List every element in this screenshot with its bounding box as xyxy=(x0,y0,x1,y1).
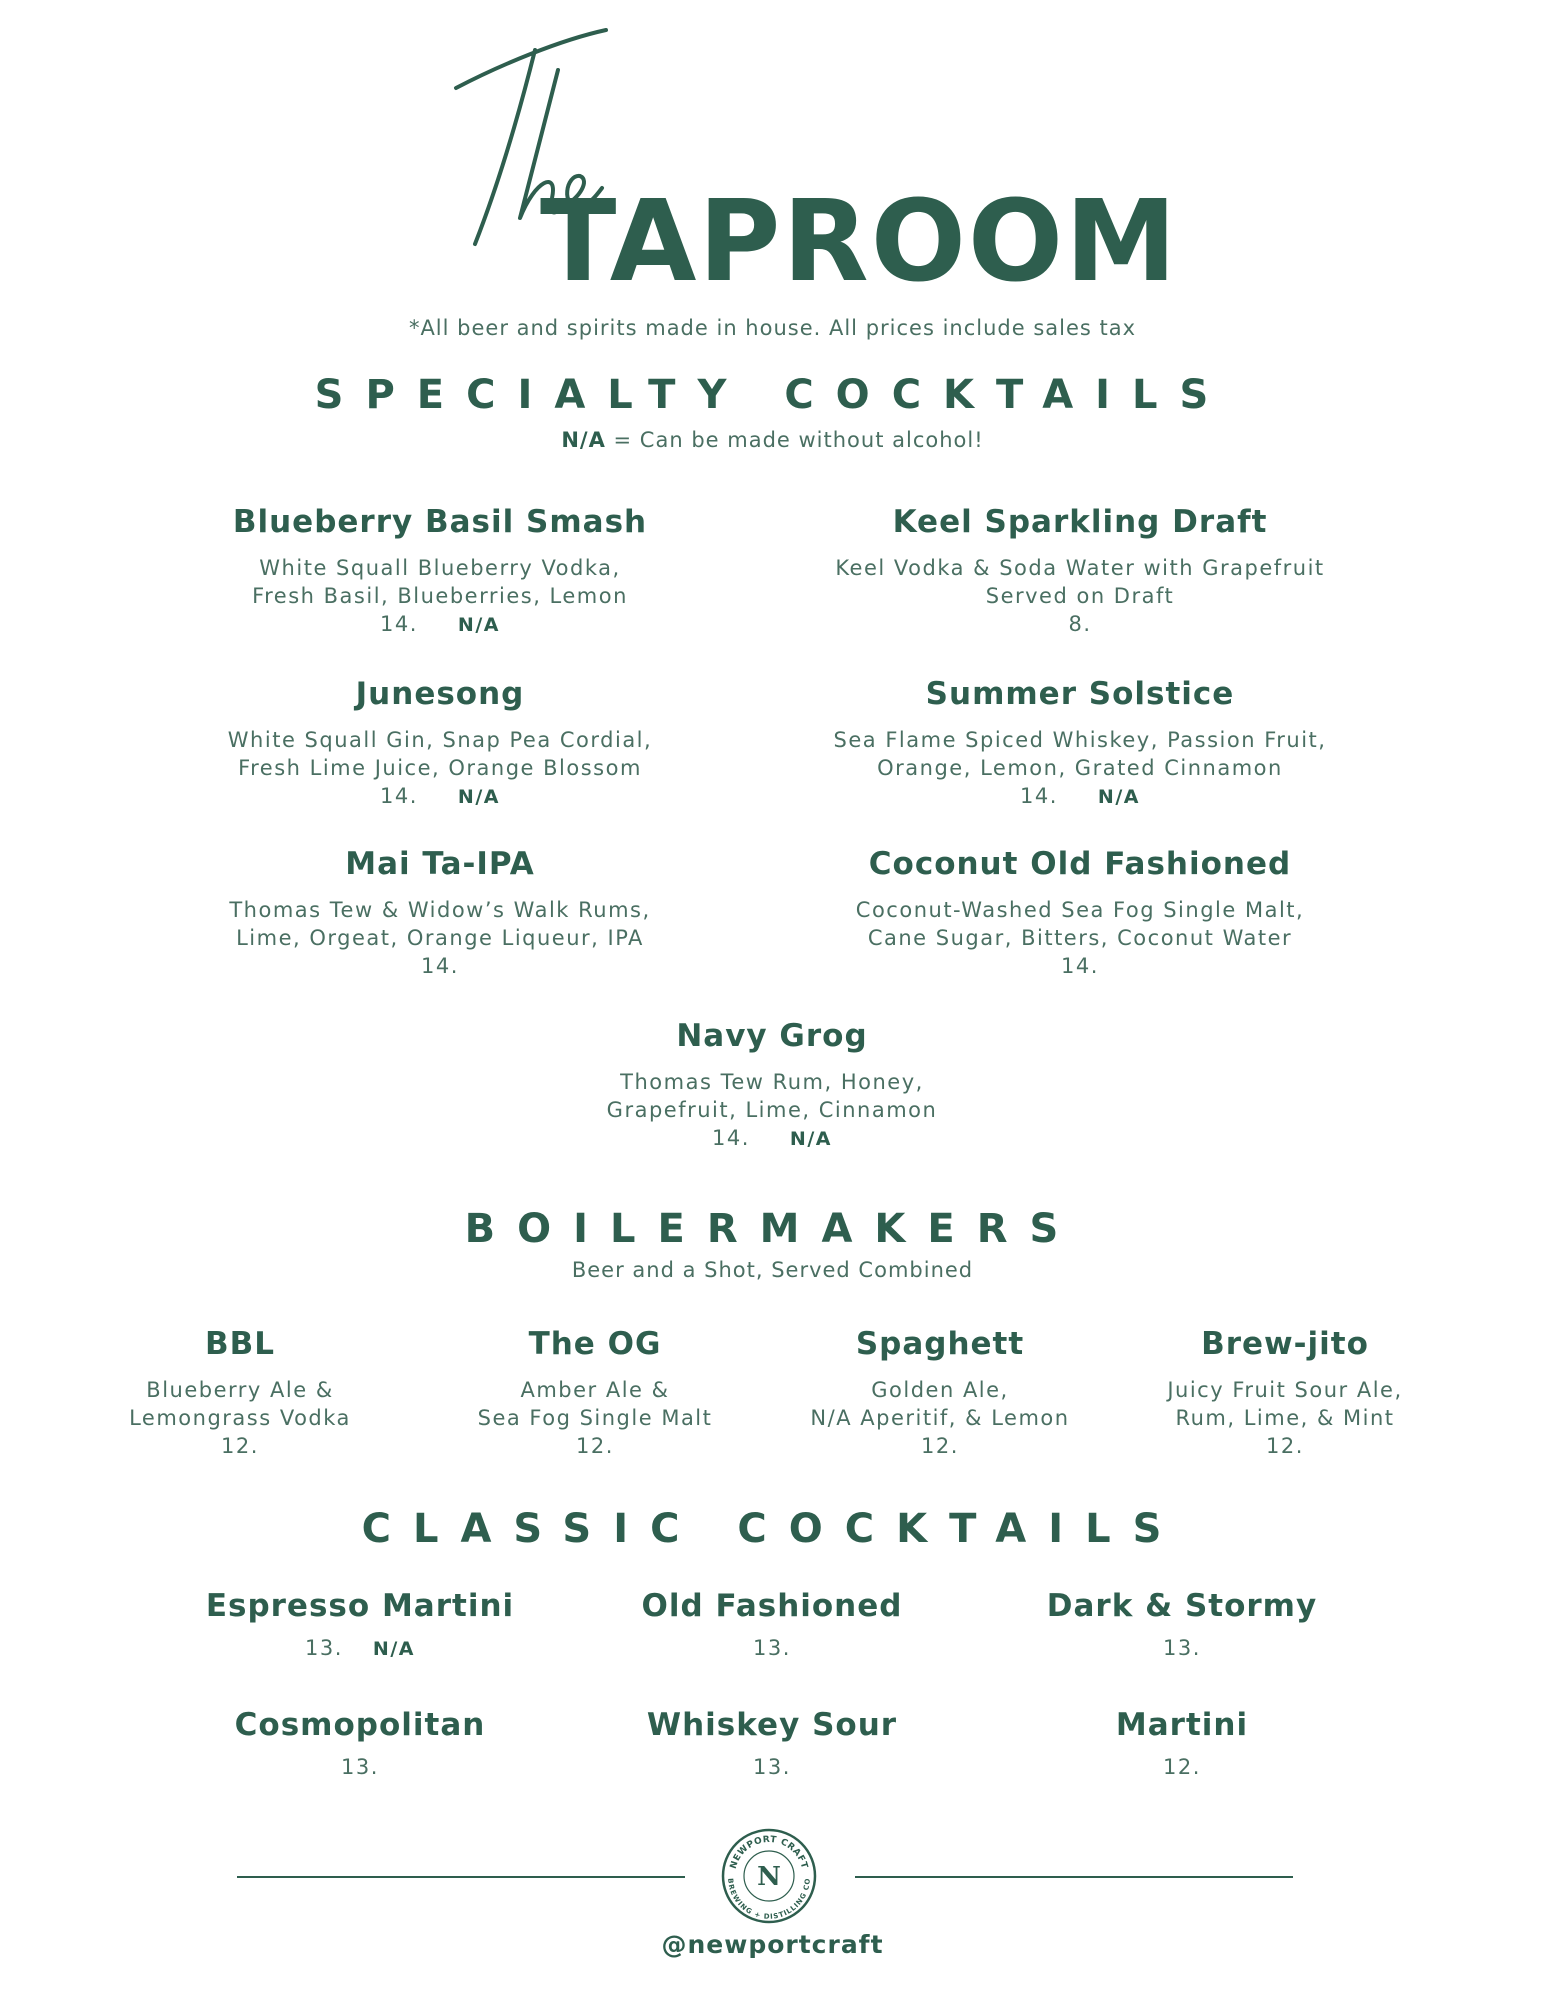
item-desc-line1: White Squall Blueberry Vodka, xyxy=(259,556,621,580)
tagline: *All beer and spirits made in house. All prices include sales tax xyxy=(408,316,1137,340)
classic-item xyxy=(1022,1588,1342,1662)
item-desc-line2: Cane Sugar, Bitters, Coconut Water xyxy=(867,926,1293,950)
specialty-cocktails-heading: SPECIALTY COCKTAILS xyxy=(314,372,1231,418)
boilermaker-item xyxy=(445,1326,745,1460)
item-name: BBL xyxy=(204,1326,275,1362)
item-desc-line1: Keel Vodka & Soda Water with Grapefruit xyxy=(835,556,1325,580)
item-name: Navy Grog xyxy=(676,1018,868,1054)
item-name: Martini xyxy=(1115,1707,1249,1743)
script-the-text: The xyxy=(440,20,442,21)
item-desc-line2: Lemongrass Vodka xyxy=(129,1406,351,1430)
classic-item xyxy=(200,1707,520,1781)
item-desc-line2: Orange, Lemon, Grated Cinnamon xyxy=(877,756,1283,780)
item-desc-line1: Juicy Fruit Sour Ale, xyxy=(1167,1378,1403,1402)
na-legend-bold: N/A xyxy=(561,428,606,452)
item-desc-line2: Fresh Basil, Blueberries, Lemon xyxy=(252,584,628,608)
na-legend-text: = Can be made without alcohol! xyxy=(605,428,984,452)
specialty-item xyxy=(820,676,1340,811)
item-price: 12. xyxy=(576,1434,614,1458)
item-desc-line2: Grapefruit, Lime, Cinnamon xyxy=(606,1098,938,1122)
item-price: 13. xyxy=(341,1755,379,1779)
item-name: Espresso Martini xyxy=(205,1588,515,1624)
item-desc-line2: Fresh Lime Juice, Orange Blossom xyxy=(238,756,642,780)
item-price: 13. xyxy=(1163,1636,1201,1660)
social-handle: @newportcraft xyxy=(661,1930,884,1959)
specialty-item xyxy=(820,504,1340,638)
item-name: Old Fashioned xyxy=(641,1588,903,1624)
item-desc-line1: Sea Flame Spiced Whiskey, Passion Fruit, xyxy=(833,728,1327,752)
specialty-item xyxy=(820,846,1340,980)
item-name: Brew-jito xyxy=(1201,1326,1369,1362)
item-desc-line2: Lime, Orgeat, Orange Liqueur, IPA xyxy=(236,926,644,950)
boilermakers-heading: BOILERMAKERS xyxy=(464,1206,1081,1252)
item-desc-line2: Sea Fog Single Malt xyxy=(477,1406,713,1430)
logo-ring-top-text: NEWPORT CRAFT xyxy=(728,1834,810,1871)
item-desc-line1: Thomas Tew & Widow’s Walk Rums, xyxy=(229,898,651,922)
item-desc-line1: Thomas Tew Rum, Honey, xyxy=(620,1070,924,1094)
item-price: 14. xyxy=(380,784,418,808)
item-name: Spaghett xyxy=(855,1326,1025,1362)
logo-ring-bottom-text: BREWING + DISTILLING CO xyxy=(726,1877,812,1921)
item-name: Keel Sparkling Draft xyxy=(892,504,1268,540)
item-price: 14. xyxy=(380,612,418,636)
newport-craft-logo xyxy=(719,1826,819,1926)
item-name: Dark & Stormy xyxy=(1046,1588,1318,1624)
specialty-item xyxy=(190,676,690,811)
item-name: Cosmopolitan xyxy=(234,1707,486,1743)
logo-letter: N xyxy=(757,1862,781,1892)
na-badge: N/A xyxy=(372,1638,415,1660)
na-badge: N/A xyxy=(457,786,500,808)
classic-item xyxy=(1022,1707,1342,1781)
item-price: 14. xyxy=(712,1126,750,1150)
item-price: 12. xyxy=(221,1434,259,1458)
item-name: Summer Solstice xyxy=(925,676,1235,712)
na-badge: N/A xyxy=(789,1128,832,1150)
item-name: Junesong xyxy=(355,676,525,712)
item-name: Whiskey Sour xyxy=(646,1707,898,1743)
item-desc-line1: Golden Ale, xyxy=(871,1378,1009,1402)
item-desc-line1: White Squall Gin, Snap Pea Cordial, xyxy=(227,728,653,752)
classic-item xyxy=(612,1588,932,1662)
item-name: Blueberry Basil Smash xyxy=(232,504,648,540)
na-badge: N/A xyxy=(457,614,500,636)
item-desc-line2: N/A Aperitif, & Lemon xyxy=(810,1406,1070,1430)
item-desc-line1: Amber Ale & xyxy=(520,1378,670,1402)
footer-divider-left xyxy=(237,1876,685,1878)
footer-divider-right xyxy=(855,1876,1293,1878)
item-name: Mai Ta-IPA xyxy=(345,846,535,882)
item-name: Coconut Old Fashioned xyxy=(868,846,1292,882)
classic-item xyxy=(612,1707,932,1781)
item-price: 14. xyxy=(1061,954,1099,978)
item-name: The OG xyxy=(528,1326,662,1362)
item-desc-line1: Coconut-Washed Sea Fog Single Malt, xyxy=(855,898,1305,922)
item-price: 13. xyxy=(305,1636,343,1660)
boilermaker-item xyxy=(90,1326,390,1460)
item-price: 12. xyxy=(921,1434,959,1458)
item-price: 14. xyxy=(1020,784,1058,808)
na-legend xyxy=(0,428,1545,452)
classic-cocktails-heading: CLASSIC COCKTAILS xyxy=(361,1506,1184,1552)
item-price: 13. xyxy=(753,1755,791,1779)
na-badge: N/A xyxy=(1097,786,1140,808)
boilermaker-item xyxy=(790,1326,1090,1460)
item-desc-line2: Served on Draft xyxy=(985,584,1175,608)
item-price: 12. xyxy=(1266,1434,1304,1458)
specialty-item xyxy=(522,1018,1022,1153)
item-desc-line2: Rum, Lime, & Mint xyxy=(1175,1406,1395,1430)
item-price: 8. xyxy=(1068,612,1092,636)
specialty-item xyxy=(190,504,690,639)
specialty-item xyxy=(190,846,690,980)
classic-item xyxy=(200,1588,520,1663)
boilermakers-subtitle: Beer and a Shot, Served Combined xyxy=(571,1258,974,1282)
item-price: 12. xyxy=(1163,1755,1201,1779)
item-desc-line1: Blueberry Ale & xyxy=(146,1378,334,1402)
item-price: 13. xyxy=(753,1636,791,1660)
item-price: 14. xyxy=(421,954,459,978)
boilermaker-item xyxy=(1135,1326,1435,1460)
page-title: TAPROOM xyxy=(540,177,1179,307)
